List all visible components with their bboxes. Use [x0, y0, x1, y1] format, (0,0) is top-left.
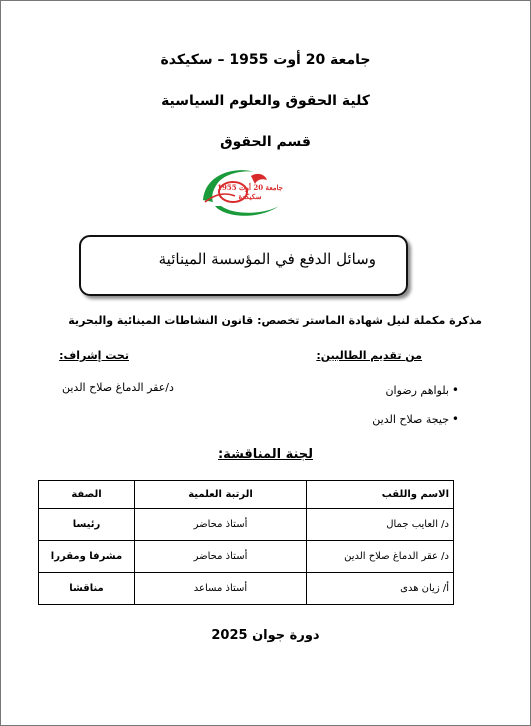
session-label: دورة جوان 2025 — [211, 628, 320, 643]
column-header-role: الصفة — [39, 481, 135, 509]
jury-rank: أستاذ محاضر — [135, 509, 307, 541]
department-name: قسم الحقوق — [220, 134, 311, 150]
jury-name: أ/ زيان هدى — [307, 573, 454, 605]
table-row — [39, 573, 454, 605]
logo-text: جامعة 20 أوت 1955 سكيكدة — [217, 183, 283, 201]
table-row — [39, 509, 454, 541]
supervision-label: تحت إشراف: — [59, 349, 129, 362]
jury-name: د/ العايب جمال — [307, 509, 454, 541]
jury-name: د/ عقر الدماغ صلاح الدين — [307, 541, 454, 573]
committee-label: لجنة المناقشة: — [217, 447, 314, 462]
student-name: بلواهم رضوان — [385, 384, 449, 397]
jury-rank: أستاذ محاضر — [135, 541, 307, 573]
supervisor-name: د/عقر الدماغ صلاح الدين — [62, 381, 174, 394]
jury-role: رئيسا — [39, 509, 135, 541]
jury-rank: أستاذ مساعد — [135, 573, 307, 605]
presented-by-label: من تقديم الطالبين: — [316, 349, 422, 362]
university-name: جامعة 20 أوت 1955 – سكيكدة — [160, 52, 371, 68]
thesis-title: وسائل الدفع في المؤسسة المينائية — [158, 250, 376, 268]
student-name: جيجة صلاح الدين — [372, 413, 449, 426]
table-header-row — [39, 481, 454, 509]
jury-role: مناقشا — [39, 573, 135, 605]
thesis-title-box — [79, 235, 408, 296]
memo-line: مذكرة مكملة لنيل شهادة الماستر تخصص: قانون النشاطات المينائية والبحرية — [68, 314, 482, 327]
bullet-icon: • — [451, 383, 459, 397]
faculty-name: كلية الحقوق والعلوم السياسية — [161, 93, 370, 109]
column-header-name: الاسم واللقب — [307, 481, 454, 509]
column-header-rank: الرتبة العلمية — [135, 481, 307, 509]
jury-role: مشرفا ومقررا — [39, 541, 135, 573]
bullet-icon: • — [451, 412, 459, 426]
table-row — [39, 541, 454, 573]
jury-table — [38, 480, 454, 605]
